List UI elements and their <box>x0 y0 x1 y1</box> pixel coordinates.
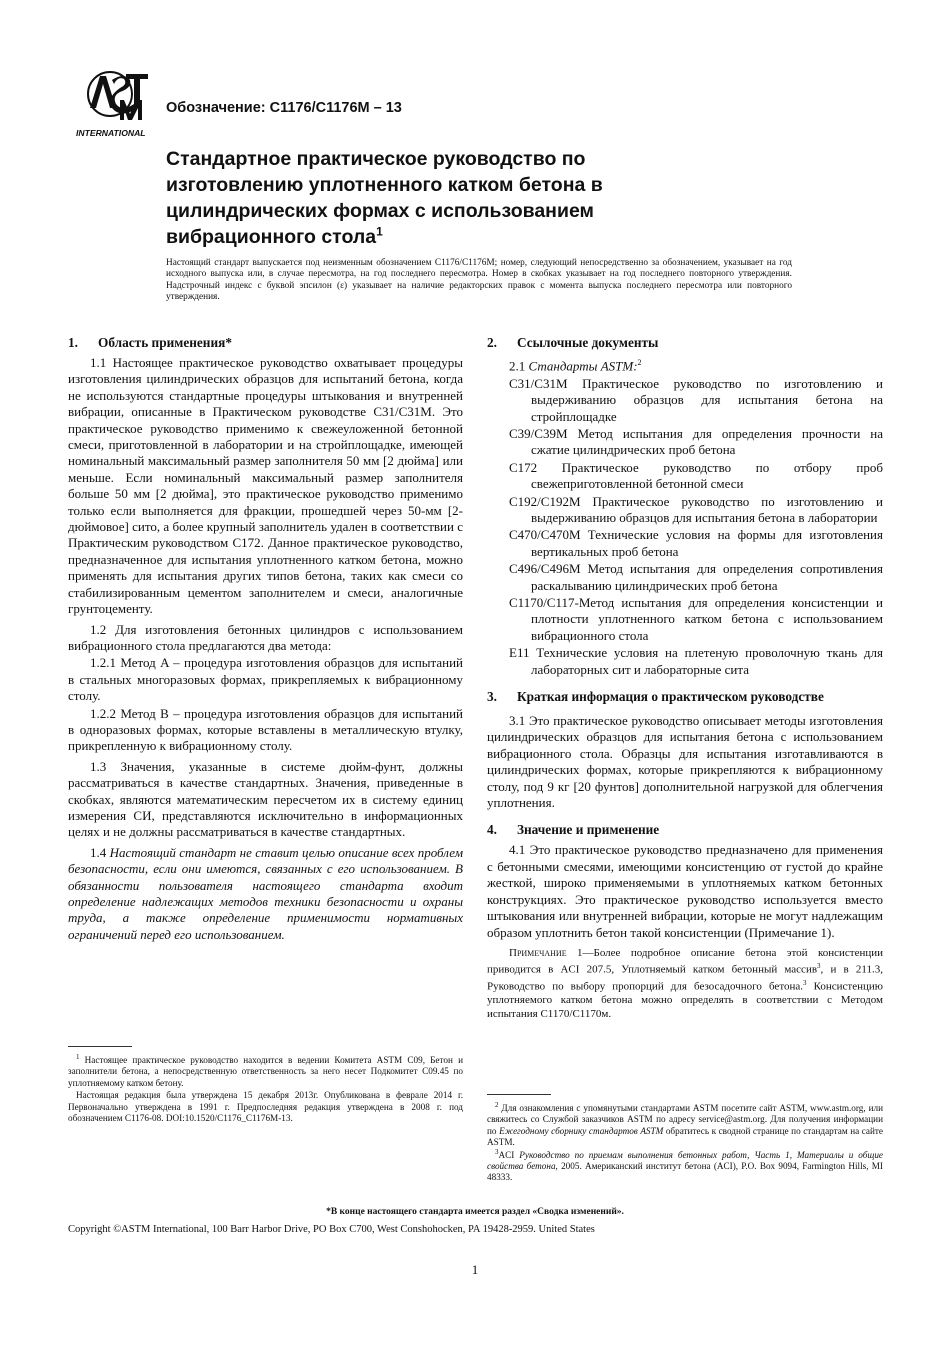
left-footnotes <box>68 1046 463 1125</box>
right-column <box>487 334 883 1021</box>
note-1: Примечание 1—Более подробное описание бетона этой консистенции приводится в ACI 207.5, Уплотняемый катком бетонный массив$^3$, и в 211.3, Руководство по выбору пропорций для безосадочного бетона.$^3$ Консистенцию уплотняемого катком бетона можно определять в соответствии с Методом испытания C1170/C1170м. <box>487 946 884 1020</box>
document-title <box>166 146 726 250</box>
footnote-1: $^1$ Настоящее практическое руководство находится в ведении Комитета ASTM C09, Бетон и заполнители бетона, а непосредственную ответственность за него несет Подкомитет C09.45 по уплотняемому катком бетону. <box>68 1052 463 1088</box>
footnote-3: $^3$ACI Руководство по приемам выполнения бетонных работ, Часть 1, Материалы и общие свойства бетона, 2005. Американский институт бетона (ACI), P.O. Box 9094, Farmington Hills, MI 48333. <box>487 1147 883 1183</box>
footnote-2: $^2$ Для ознакомления с упомянутыми стандартами ASTM посетите сайт ASTM, www.astm.org, или свяжитесь со Службой заказчиков ASTM по адресу service@astm.org. Для получения информации по Ежегодному сборнику стандартов ASTM обратитесь к сводной странице по стандартам на сайте ASTM. <box>487 1100 884 1148</box>
paragraph-3-1: 3.1 Это практическое руководство описывает методы изготовления цилиндрических образцов для испытания бетона с использованием вибрационного стола. Образцы для испытания изготавливаются в цилиндрических формах, которые прикрепляются к вибрационному столу, под 9 кг [20 фунтов] дополнительной нагрузкой для облегчения уплотнения. <box>487 713 883 811</box>
paragraph-1-4: 1.4 Настоящий стандарт не ставит целью описание всех проблем безопасности, если они имеются, связанных с его использованием. В обязанности пользователя настоящего стандарта входит определение надлежащих методов техники безопасности и охраны труда, а также определение применимости нормативных ограничений перед его использованием. <box>68 844 463 942</box>
designation: Обозначение: C1176/C1176M – 13 <box>166 100 402 116</box>
paragraph-1-3: 1.3 Значения, указанные в системе дюйм-фунт, должны рассматриваться в качестве стандартных. Значения, приведенные в скобках, являются математическим пересчетом их в систему единиц измерения СИ, представляются исключительно в информационных целях и не должны рассматриваться в качестве стандартных. <box>68 758 463 840</box>
footnote-1-approval: Настоящая редакция была утверждена 15 декабря 2013г. Опубликована в феврале 2014 г. Первоначально утверждена в 1991 г. Предпоследняя редакция утверждена в 2008 г. под обозначением C1176-08. DOI:10.1520/C1176_C1176M-13. <box>68 1090 463 1124</box>
reference-item: E11 Технические условия на плетеную проволочную ткань для лабораторных сит и лабораторные сита <box>509 645 883 677</box>
copyright-line: Copyright ©ASTM International, 100 Barr Harbor Drive, PO Box C700, West Conshohocken, PA 19428-2959. United States <box>68 1224 595 1235</box>
reference-item: C496/C496M Метод испытания для определения сопротивления раскалыванию цилиндрических проб бетона <box>509 561 883 593</box>
right-footnotes <box>487 1094 883 1185</box>
footnote-divider <box>487 1094 551 1095</box>
reference-item: C1170/C117-Метод испытания для определения консистенции и плотности уплотненного катком бетона с использованием вибрационного стола <box>509 595 883 643</box>
reference-item: C470/C470M Технические условия на формы для изготовления вертикальных проб бетона <box>509 527 883 559</box>
subsection-2-1: 2.1 Стандарты ASTM:$^2$ <box>509 358 642 374</box>
reference-item: C31/C31M Практическое руководство по изготовлению и выдерживанию образцов для испытания бетона на стройплощадке <box>509 375 883 424</box>
paragraph-4-1: 4.1 Это практическое руководство предназначено для применения с бетонными смесями, имеющими консистенцию от густой до крайне жесткой, широко применяемыми в уплотняемых катком бетонных конструкциях. Это практическое руководство используется вместо штыкования или внутренней вибрации, которые не могут надлежащим образом уплотнить бетон такой консистенции (Примечание 1). <box>487 842 883 940</box>
title-footnote-mark: 1 <box>376 224 383 239</box>
reference-list <box>487 376 883 678</box>
section-2-heading: 2. Ссылочные документы <box>487 335 659 350</box>
paragraph-1-2-1: 1.2.1 Метод A – процедура изготовления образцов для испытаний в стальных многоразовых формах, прикрепляемых к вибрационному столу. <box>68 655 463 704</box>
summary-of-changes-note: *В конце настоящего стандарта имеется раздел «Сводка изменений». <box>326 1207 624 1217</box>
footnote-divider <box>68 1046 132 1047</box>
paragraph-1-2-2: 1.2.2 Метод B – процедура изготовления образцов для испытаний в одноразовых формах, которые вставлены в металлическую втулку, прикрепленную к вибрационному столу. <box>68 705 463 754</box>
logo-wordmark: INTERNATIONAL <box>76 128 146 138</box>
title-text: Стандартное практическое руководство по изготовлению уплотненного катком бетона в цилиндрических формах с использованием вибрационного стола <box>166 148 603 248</box>
reference-item: C172 Практическое руководство по отбору проб свежеприготовленной бетонной смеси <box>509 459 883 492</box>
astm-logo <box>76 66 160 140</box>
intro-paragraph: Настоящий стандарт выпускается под неизменным обозначением C1176/C1176M; номер, следующий непосредственно за обозначением, указывает на год исходного выпуска или, в случае пересмотра, на год последнего пересмотра. Номер в скобках указывает на год последнего повторного утверждения. Надстрочный индекс с буквой эпсилон (ε) указывает на наличие редакторских правок с момента выпуска последнего пересмотра или повторного утверждения. <box>166 258 792 303</box>
section-3-heading: 3. Краткая информация о практическом руководстве <box>487 689 824 705</box>
paragraph-1-1: 1.1 Настоящее практическое руководство охватывает процедуры изготовления цилиндрических образцов для испытаний бетона, когда не используются стандартные процедуры штыкования и внутренней вибрации, описанные в Практическом руководстве C31/C31M. Это практическое руководство применимо к свежеуложенной бетонной смеси, приготовленной в лаборатории и на стройплощадке, имеющей номинальный максимальный размер заполнителя 50 мм [2 дюйма] или меньше. Если номинальный максимальный размер заполнителя больше 50 мм [2 дюйма], это практическое руководство применимо только если выполняется для фракции, прошедшей через 50-мм [2-дюймовое] сито, а более крупный заполнитель удален в соответствии с Практическим руководством C172. Данное практическое руководство, предназначенное для испытания уплотненного катком бетона, можно применять для испытания других типов бетона, таких как смеси со стабилизированным цементом заполнителем и смеси, аналогичные грунтоцементу. <box>68 355 463 617</box>
section-1-heading: 1. Область применения* <box>68 335 232 350</box>
page-number: 1 <box>471 1262 479 1277</box>
paragraph-1-2: 1.2 Для изготовления бетонных цилиндров с использованием вибрационного стола предлагаются два метода: <box>68 621 463 653</box>
left-column <box>68 334 463 944</box>
section-4-heading: 4. Значение и применение <box>487 822 660 838</box>
reference-item: C39/C39M Метод испытания для определения прочности на сжатие цилиндрических проб бетона <box>509 425 883 458</box>
reference-item: C192/C192M Практическое руководство по изготовлению и выдерживанию образцов для испытания бетона в лаборатории <box>509 493 883 525</box>
